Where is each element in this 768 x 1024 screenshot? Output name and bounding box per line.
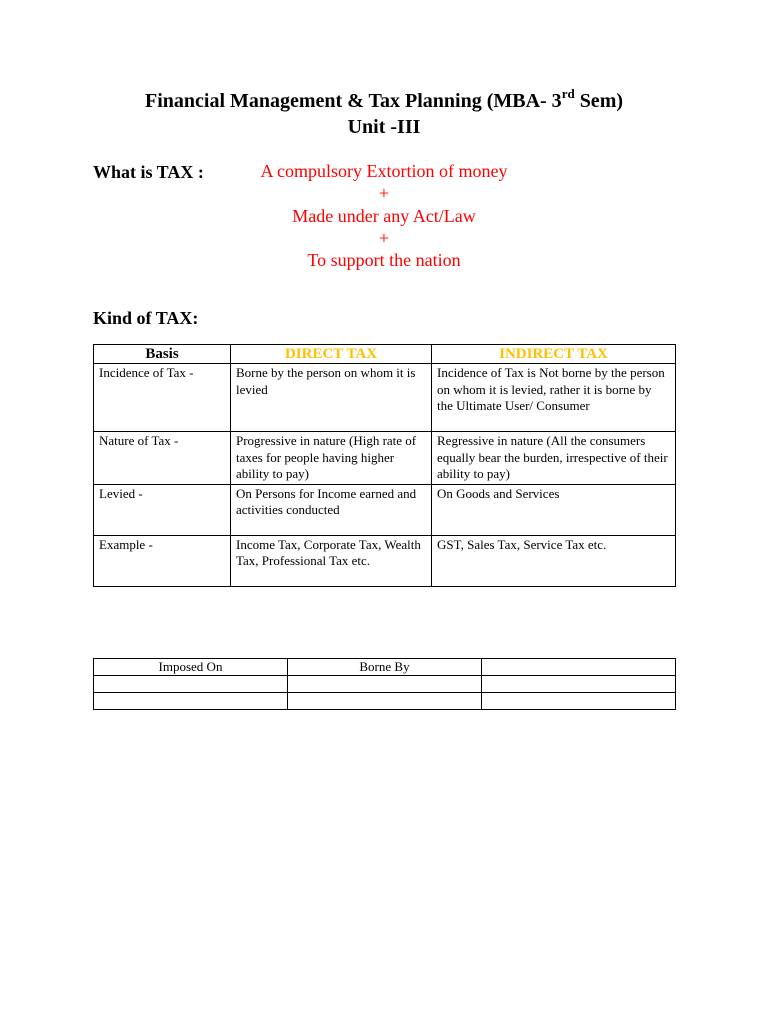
table-cell [482,693,676,710]
table-cell: Example - [94,535,231,586]
table-row [94,676,676,693]
header-blank [482,659,676,676]
imposed-borne-table [93,658,676,710]
table-cell: Income Tax, Corporate Tax, Wealth Tax, Professional Tax etc. [231,535,432,586]
header-indirect-tax: INDIRECT TAX [432,345,676,364]
table-row [94,484,676,535]
title-superscript: rd [561,86,575,102]
table-cell: Incidence of Tax - [94,364,231,432]
title-main: Financial Management & Tax Planning (MBA- 3 [144,90,562,112]
table-row [94,432,676,485]
tax-comparison-table [93,344,676,587]
table-cell: Incidence of Tax is Not borne by the person on whom it is levied, rather it is borne by the Ultimate User/ Consumer [432,364,676,432]
title-end: Sem) [574,90,624,112]
table-row [94,693,676,710]
unit-subtitle: Unit -III [347,116,421,138]
table-cell [482,676,676,693]
table-header-row [94,345,676,364]
definition-line: A compulsory Extortion of money [260,161,508,181]
table-cell: On Persons for Income earned and activities conducted [231,484,432,535]
table-cell: GST, Sales Tax, Service Tax etc. [432,535,676,586]
table-row [94,535,676,586]
table-cell [94,676,288,693]
what-is-tax-label: What is TAX : [93,162,204,182]
header-imposed-on: Imposed On [94,659,288,676]
table-cell: On Goods and Services [432,484,676,535]
table-cell: Progressive in nature (High rate of taxes for people having higher ability to pay) [231,432,432,485]
table-header-row [94,659,676,676]
definition-line: To support the nation [307,250,461,271]
kind-of-tax-label: Kind of TAX: [93,308,199,328]
table-row [94,364,676,432]
header-borne-by: Borne By [288,659,482,676]
header-basis: Basis [94,345,231,364]
table-cell [94,693,288,710]
definition-line: + [378,183,390,204]
definition-line: Made under any Act/Law [292,205,476,226]
document-title [0,88,768,114]
header-direct-tax: DIRECT TAX [231,345,432,364]
definition-line: + [378,227,390,248]
table-cell: Levied - [94,484,231,535]
table-cell [288,676,482,693]
table-cell [288,693,482,710]
tax-definition [170,160,598,271]
table-cell: Borne by the person on whom it is levied [231,364,432,432]
table-cell: Regressive in nature (All the consumers equally bear the burden, irrespective of their ability to pay) [432,432,676,485]
table-cell: Nature of Tax - [94,432,231,485]
